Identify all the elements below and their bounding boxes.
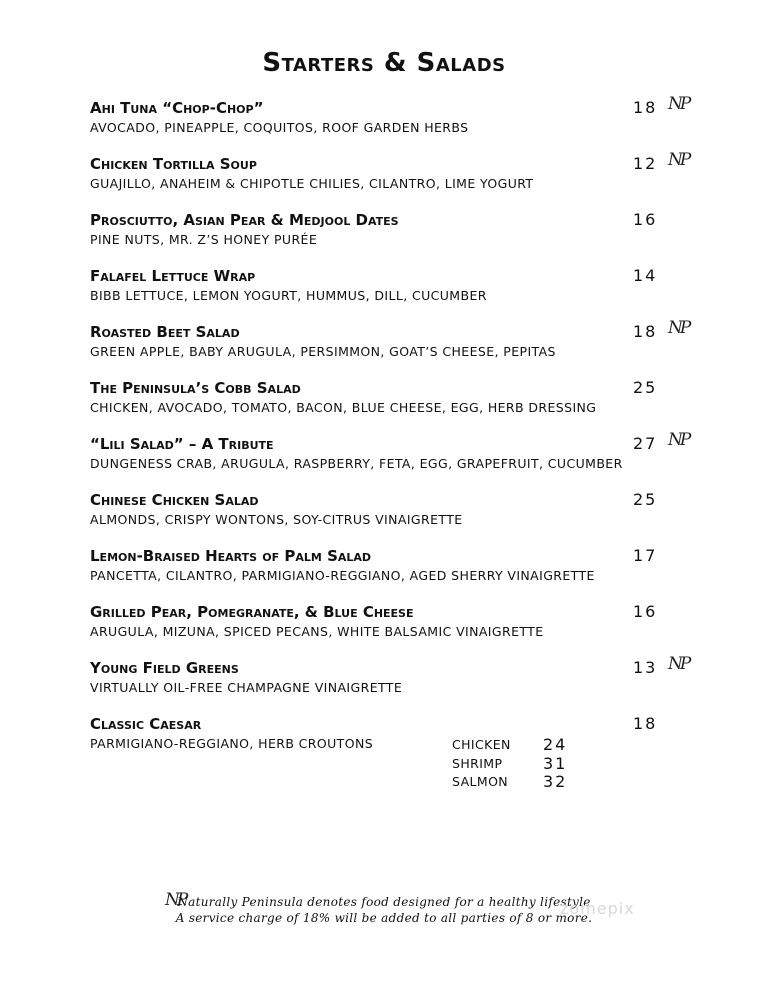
menu-item-price: 18	[633, 98, 658, 117]
menu-item-name: Chinese Chicken Salad	[90, 491, 259, 509]
menu-item	[90, 602, 690, 642]
menu-item-name: Chicken Tortilla Soup	[90, 155, 257, 173]
menu-item	[90, 266, 690, 306]
menu-item-price: 14	[633, 266, 658, 285]
menu-item-price: 25	[633, 378, 658, 397]
menu-item-description: PINE NUTS, MR. Z’S HONEY PURÉE	[90, 232, 318, 247]
caesar-addon-price: 32	[543, 772, 568, 791]
menu-item-name: Prosciutto, Asian Pear & Medjool Dates	[90, 211, 399, 229]
caesar-addon	[452, 735, 612, 754]
naturally-peninsula-icon: NP	[668, 654, 689, 674]
naturally-peninsula-icon: NP	[165, 890, 186, 910]
menu-title: Starters & Salads	[262, 48, 506, 78]
menu-item-description: GREEN APPLE, BABY ARUGULA, PERSIMMON, GOAT’S CHEESE, PEPITAS	[90, 344, 556, 359]
menu-item-price: 18	[633, 714, 658, 733]
menu-item-price: 16	[633, 602, 658, 621]
menu-item-price: 18	[633, 322, 658, 341]
naturally-peninsula-icon: NP	[668, 150, 689, 170]
menu-item-name: Falafel Lettuce Wrap	[90, 267, 256, 285]
caesar-addon	[452, 754, 612, 773]
menu-item	[90, 654, 690, 698]
menu-item-description: DUNGENESS CRAB, ARUGULA, RASPBERRY, FETA, EGG, GRAPEFRUIT, CUCUMBER	[90, 456, 623, 471]
menu-item	[90, 430, 690, 474]
menu-item-price: 25	[633, 490, 658, 509]
menu-item-description: ARUGULA, MIZUNA, SPICED PECANS, WHITE BALSAMIC VINAIGRETTE	[90, 624, 544, 639]
menu-item-description: AVOCADO, PINEAPPLE, COQUITOS, ROOF GARDEN HERBS	[90, 120, 469, 135]
menu-item-description: ALMONDS, CRISPY WONTONS, SOY-CITRUS VINAIGRETTE	[90, 512, 463, 527]
naturally-peninsula-icon: NP	[668, 430, 689, 450]
menu-item-name: Lemon-Braised Hearts of Palm Salad	[90, 547, 372, 565]
caesar-addon-price: 31	[543, 753, 568, 773]
menu-item	[90, 94, 690, 138]
caesar-addon-name: SALMON	[452, 774, 509, 789]
caesar-addon	[452, 772, 612, 791]
menu-item-name: Ahi Tuna “Chop-Chop”	[90, 99, 264, 117]
menu-item-description: CHICKEN, AVOCADO, TOMATO, BACON, BLUE CHEESE, EGG, HERB DRESSING	[90, 400, 597, 415]
menu-item-name: Classic Caesar	[90, 715, 202, 733]
menu-item-price: 12	[633, 154, 658, 173]
menu-item-name: The Peninsula’s Cobb Salad	[90, 379, 301, 397]
caesar-addon-name: SHRIMP	[452, 755, 503, 771]
naturally-peninsula-icon: NP	[668, 318, 689, 338]
footer-note-healthy: Naturally Peninsula denotes food designed for a healthy lifestyle	[177, 895, 591, 909]
menu-item-name: Roasted Beet Salad	[90, 323, 240, 341]
menu-item	[90, 318, 690, 362]
menu-item-price: 13	[633, 658, 658, 677]
menu-item-description: PARMIGIANO-REGGIANO, HERB CROUTONS	[90, 736, 374, 751]
menu-item-price: 17	[633, 546, 658, 565]
menu-item	[90, 378, 690, 418]
menu-item-name: Grilled Pear, Pomegranate, & Blue Cheese	[90, 603, 414, 621]
menu-item-name: “Lili Salad” – A Tribute	[90, 435, 274, 453]
menu-item-price: 27	[633, 434, 658, 453]
menu-item	[90, 210, 690, 250]
menu-item-description: GUAJILLO, ANAHEIM & CHIPOTLE CHILIES, CILANTRO, LIME YOGURT	[90, 176, 534, 191]
menu-item	[90, 546, 690, 586]
menu-item-description: PANCETTA, CILANTRO, PARMIGIANO-REGGIANO, AGED SHERRY VINAIGRETTE	[90, 568, 595, 583]
watermark: zomepix	[560, 899, 635, 918]
caesar-addon-price: 24	[543, 735, 568, 754]
menu-item-description: BIBB LETTUCE, LEMON YOGURT, HUMMUS, DILL, CUCUMBER	[90, 288, 487, 303]
footer-note-service-charge: A service charge of 18% will be added to all parties of 8 or more.	[175, 911, 593, 925]
naturally-peninsula-icon: NP	[668, 94, 689, 114]
caesar-addon-name: CHICKEN	[452, 737, 511, 752]
menu-item-name: Young Field Greens	[90, 659, 239, 677]
menu-item	[90, 490, 690, 530]
menu-item-price: 16	[633, 210, 658, 229]
menu-item-description: VIRTUALLY OIL-FREE CHAMPAGNE VINAIGRETTE	[90, 680, 403, 695]
menu-item	[90, 150, 690, 194]
